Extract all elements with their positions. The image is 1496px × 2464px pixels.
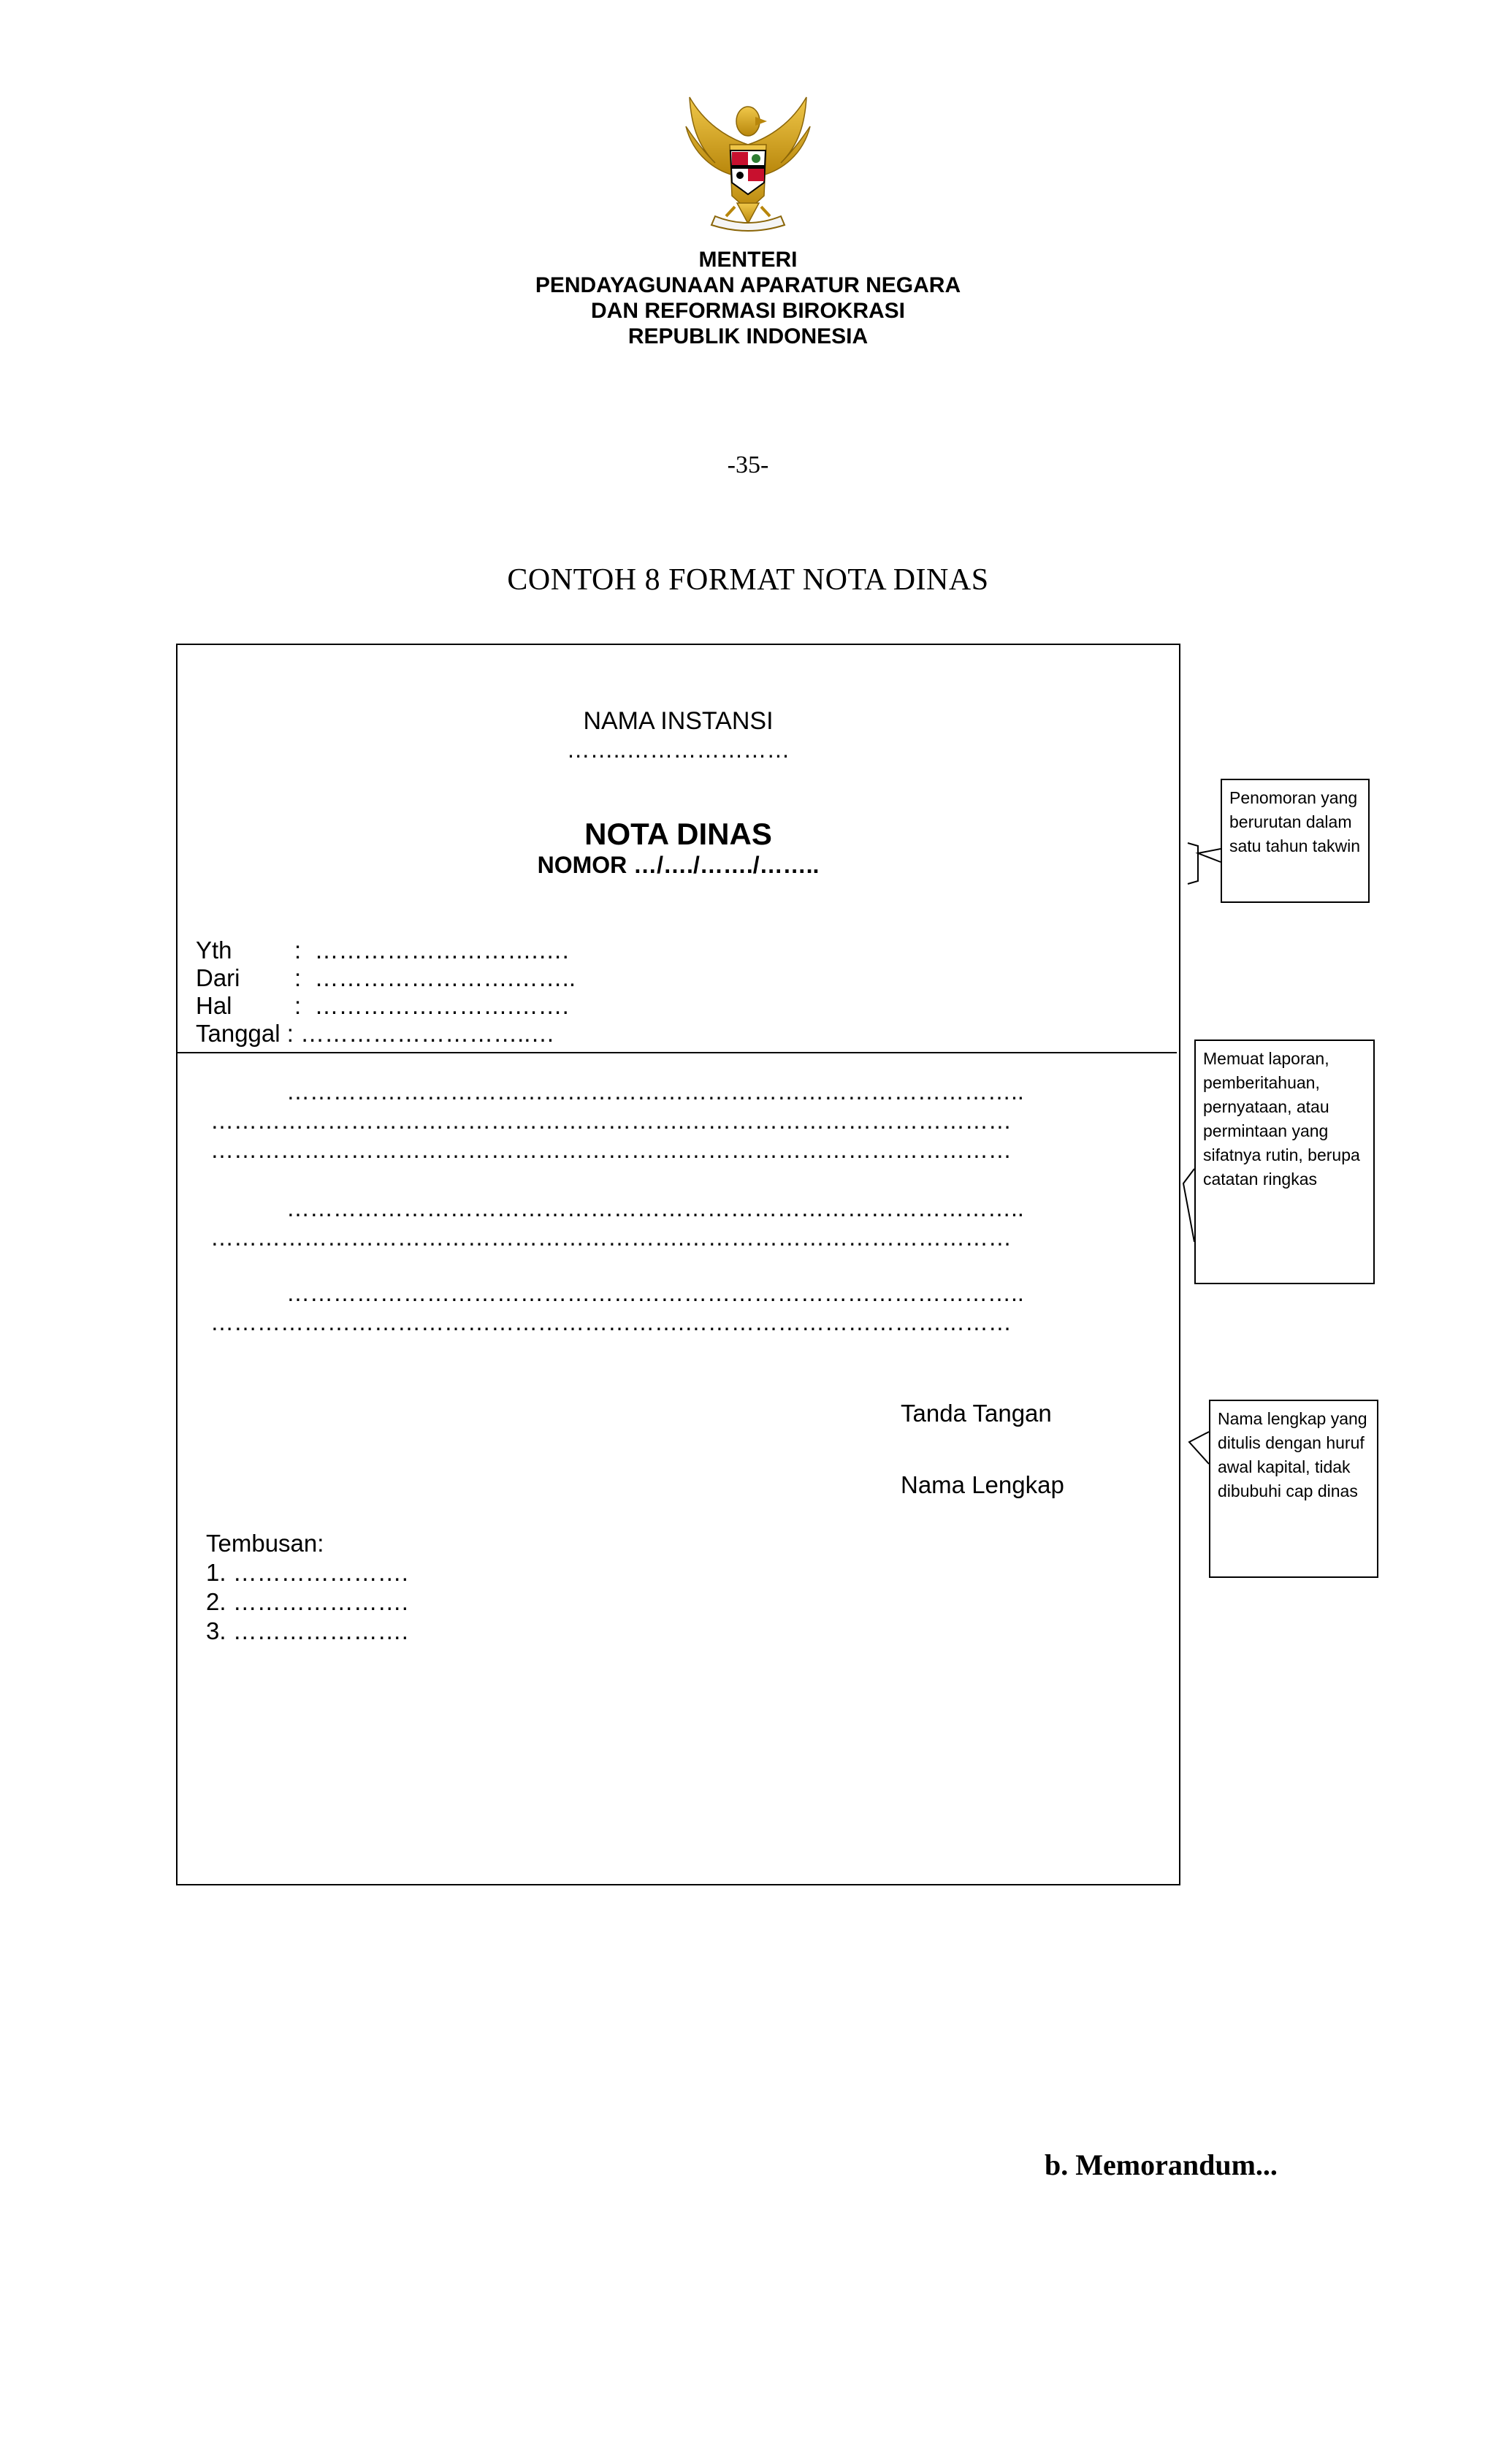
header-divider: [176, 1052, 1177, 1053]
header-line-republic: REPUBLIK INDONESIA: [627, 324, 869, 348]
body-line: …………………………………………………….……………………………………: [210, 1137, 1012, 1163]
field-hal: [196, 992, 569, 1020]
field-value: …………………….…….: [314, 992, 569, 1019]
field-label: Hal: [196, 992, 232, 1019]
garuda-emblem-icon: [675, 94, 821, 237]
tembusan-item: 3. ………………….: [206, 1617, 408, 1644]
field-tanggal: [196, 1020, 554, 1048]
body-line: …………………………………………………………………………………..: [286, 1078, 1024, 1105]
page-number: -35-: [727, 451, 769, 478]
field-separator: :: [294, 964, 302, 991]
agency-name-placeholder: ……..…………………: [566, 736, 790, 763]
field-separator: :: [286, 1020, 294, 1047]
callout-name-note: Nama lengkap yang ditulis dengan huruf awal kapital, tidak dibubuhi cap dinas: [1209, 1400, 1378, 1578]
document-title: CONTOH 8 FORMAT NOTA DINAS: [507, 563, 989, 597]
agency-name: NAMA INSTANSI: [583, 707, 774, 735]
field-label: Dari: [196, 964, 240, 991]
field-label: Yth: [196, 937, 232, 964]
field-separator: :: [294, 937, 302, 964]
header-line-menteri: MENTERI: [698, 248, 798, 272]
signature-label: Tanda Tangan: [901, 1400, 1052, 1427]
body-line: …………………………………………………….……………………………………: [210, 1107, 1012, 1134]
field-yth: [196, 937, 569, 964]
field-value: ………………………..…: [300, 1020, 555, 1047]
nota-dinas-number: NOMOR …/…./……./……..: [537, 852, 820, 878]
nota-dinas-title: NOTA DINAS: [584, 817, 772, 851]
tembusan-item: 1. ………………….: [206, 1559, 408, 1586]
header-line-ministry: PENDAYAGUNAAN APARATUR NEGARA: [535, 273, 961, 297]
tembusan-label: Tembusan:: [206, 1530, 324, 1557]
callout-content-note: Memuat laporan, pemberitahuan, pernyataan, atau permintaan yang sifatnya rutin, berupa catatan ringkas: [1194, 1040, 1375, 1284]
field-separator: :: [294, 992, 302, 1019]
field-label: Tanggal: [196, 1020, 280, 1047]
body-line: …………………………………………………….……………………………………: [210, 1224, 1012, 1251]
callout-numbering-note: Penomoran yang berurutan dalam satu tahun takwin: [1221, 779, 1370, 903]
field-value: ……………………….….: [314, 937, 569, 964]
body-line: …………………………………………………………………………………..: [286, 1195, 1024, 1221]
field-value: …………………….……..: [314, 964, 576, 991]
full-name-label: Nama Lengkap: [901, 1471, 1064, 1498]
body-line: …………………………………………………………………………………..: [286, 1280, 1024, 1306]
body-line: …………………………………………………….……………………………………: [210, 1309, 1012, 1335]
header-line-reform: DAN REFORMASI BIROKRASI: [590, 299, 905, 323]
tembusan-item: 2. ………………….: [206, 1588, 408, 1615]
field-dari: [196, 964, 576, 992]
next-section-label: b. Memorandum...: [1045, 2148, 1278, 2181]
